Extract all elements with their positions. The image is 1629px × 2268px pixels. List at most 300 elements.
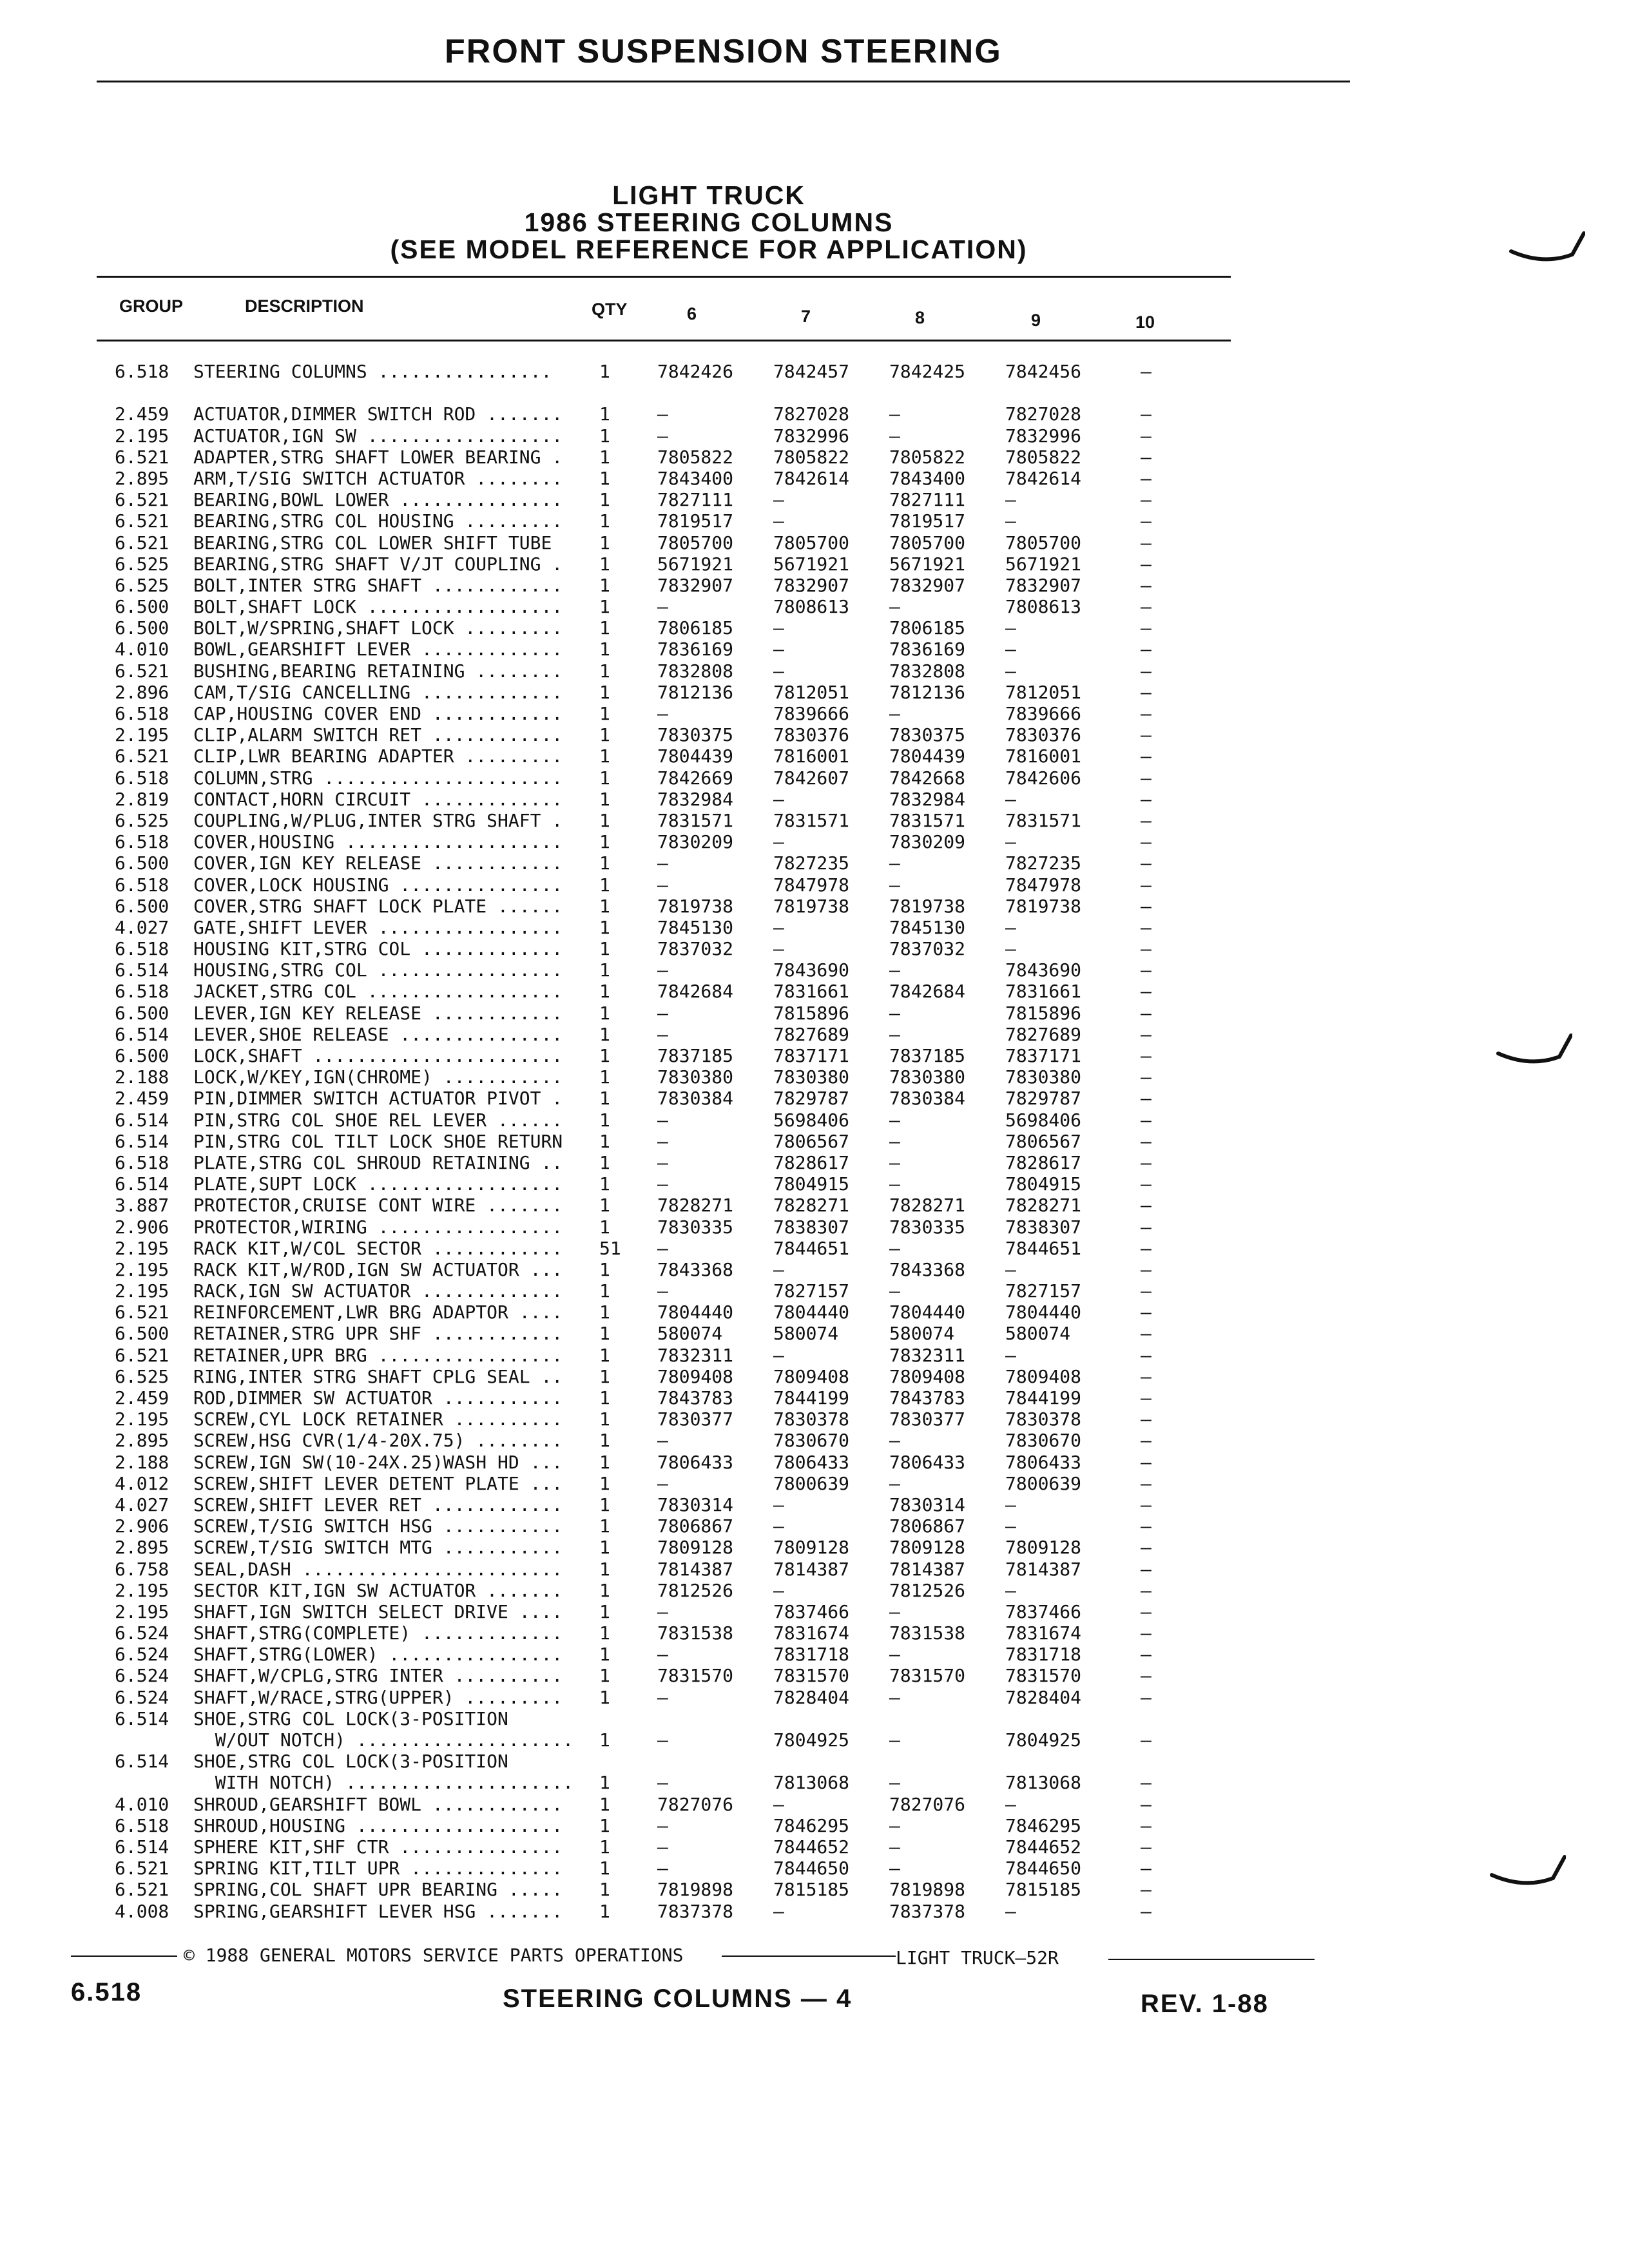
cell-group: 6.525 bbox=[115, 553, 169, 575]
cell-qty: 1 bbox=[599, 767, 610, 789]
table-row bbox=[0, 1836, 1629, 1858]
cell-qty: 1 bbox=[599, 1323, 610, 1345]
cell-model-8: 7809128 bbox=[889, 1537, 966, 1559]
cell-group: 2.195 bbox=[115, 1408, 169, 1430]
table-row bbox=[0, 1537, 1629, 1558]
cell-group: 2.895 bbox=[115, 1537, 169, 1559]
cell-model-10: — bbox=[1141, 959, 1152, 981]
cell-model-9: 7844652 bbox=[1005, 1836, 1082, 1858]
cell-description: PROTECTOR,WIRING ................. bbox=[193, 1216, 563, 1238]
cell-description: ACTUATOR,IGN SW .................. bbox=[193, 425, 563, 447]
cell-group: 6.518 bbox=[115, 1814, 169, 1836]
cell-description: COVER,HOUSING .................... bbox=[193, 831, 563, 853]
cell-model-10: — bbox=[1141, 1900, 1152, 1922]
cell-qty: 1 bbox=[599, 574, 610, 596]
cell-model-9: 7830378 bbox=[1005, 1408, 1082, 1430]
cell-group: 4.010 bbox=[115, 639, 169, 660]
cell-qty: 1 bbox=[599, 489, 610, 511]
cell-model-7: — bbox=[773, 1344, 784, 1366]
cell-qty: 1 bbox=[599, 1814, 610, 1836]
table-row bbox=[0, 660, 1629, 682]
cell-model-8: 7832984 bbox=[889, 788, 966, 810]
cell-description: SHROUD,GEARSHIFT BOWL ............ bbox=[193, 1793, 563, 1815]
cell-model-9: 7806433 bbox=[1005, 1451, 1082, 1473]
cell-model-8: 7827076 bbox=[889, 1793, 966, 1815]
cell-model-8: 7819738 bbox=[889, 895, 966, 917]
cell-description: SCREW,T/SIG SWITCH MTG ........... bbox=[193, 1537, 563, 1559]
table-row bbox=[0, 703, 1629, 724]
cell-description: BOWL,GEARSHIFT LEVER ............. bbox=[193, 639, 563, 660]
cell-model-10: — bbox=[1141, 1793, 1152, 1815]
cell-model-7: — bbox=[773, 489, 784, 511]
cell-group: 6.518 bbox=[115, 1151, 169, 1173]
cell-model-9: 7805822 bbox=[1005, 446, 1082, 468]
cell-model-7: 7832907 bbox=[773, 574, 850, 596]
cell-qty: 1 bbox=[599, 1151, 610, 1173]
cell-description: ACTUATOR,DIMMER SWITCH ROD ....... bbox=[193, 403, 563, 425]
cell-model-10: — bbox=[1141, 745, 1152, 767]
cell-model-8: — bbox=[889, 1600, 900, 1622]
cell-model-9: — bbox=[1005, 1494, 1016, 1515]
cell-qty: 1 bbox=[599, 361, 610, 382]
cell-model-9: 7800639 bbox=[1005, 1472, 1082, 1494]
cell-description: BOLT,W/SPRING,SHAFT LOCK ......... bbox=[193, 617, 563, 639]
cell-model-8: 7832808 bbox=[889, 660, 966, 682]
cell-model-10: — bbox=[1141, 1879, 1152, 1901]
cell-model-8: 7842668 bbox=[889, 767, 966, 789]
table-row bbox=[0, 745, 1629, 767]
cell-model-8: — bbox=[889, 1729, 900, 1751]
cell-model-6: 7812136 bbox=[657, 681, 734, 703]
cell-model-6: 7832984 bbox=[657, 788, 734, 810]
cell-model-8: — bbox=[889, 1858, 900, 1879]
cell-qty: 1 bbox=[599, 1216, 610, 1238]
cell-model-8: — bbox=[889, 403, 900, 425]
cell-model-8: 7830209 bbox=[889, 831, 966, 853]
table-row bbox=[0, 1173, 1629, 1195]
cell-model-8: 7830377 bbox=[889, 1408, 966, 1430]
cell-qty: 1 bbox=[599, 703, 610, 724]
table-row bbox=[0, 1559, 1629, 1580]
footer-rule-right bbox=[1108, 1959, 1315, 1960]
table-row bbox=[0, 1644, 1629, 1665]
cell-group: 2.195 bbox=[115, 724, 169, 746]
table-row bbox=[0, 1580, 1629, 1601]
cell-model-10: — bbox=[1141, 1622, 1152, 1644]
cell-model-8: 7831538 bbox=[889, 1622, 966, 1644]
cell-model-7: 7831674 bbox=[773, 1622, 850, 1644]
cell-model-10: — bbox=[1141, 1023, 1152, 1045]
cell-model-10: — bbox=[1141, 724, 1152, 746]
cell-model-9: 7831674 bbox=[1005, 1622, 1082, 1644]
table-row bbox=[0, 1131, 1629, 1152]
cell-description: SEAL,DASH ........................ bbox=[193, 1558, 563, 1580]
table-row bbox=[0, 724, 1629, 745]
cell-model-9: 7806567 bbox=[1005, 1130, 1082, 1152]
cell-description: SPHERE KIT,SHF CTR ............... bbox=[193, 1836, 563, 1858]
cell-model-8: 7814387 bbox=[889, 1558, 966, 1580]
cell-description: LOCK,W/KEY,IGN(CHROME) ........... bbox=[193, 1066, 563, 1088]
cell-model-10: — bbox=[1141, 1002, 1152, 1024]
cell-model-8: 7805700 bbox=[889, 532, 966, 553]
cell-model-7: 7815185 bbox=[773, 1879, 850, 1901]
cell-group: 2.459 bbox=[115, 1088, 169, 1110]
cell-model-7: — bbox=[773, 938, 784, 960]
cell-group: 6.518 bbox=[115, 703, 169, 724]
table-row bbox=[0, 1387, 1629, 1408]
cell-model-8: 7819898 bbox=[889, 1879, 966, 1901]
cell-model-10: — bbox=[1141, 553, 1152, 575]
cell-model-7: 7837171 bbox=[773, 1045, 850, 1066]
table-row bbox=[0, 1323, 1629, 1344]
table-row bbox=[0, 639, 1629, 660]
cell-description: SCREW,SHIFT LEVER RET ............ bbox=[193, 1494, 563, 1515]
table-row bbox=[0, 1687, 1629, 1708]
cell-model-6: 7819738 bbox=[657, 895, 734, 917]
cell-qty: 1 bbox=[599, 895, 610, 917]
cell-model-6: — bbox=[657, 403, 668, 425]
margin-check-mark-2 bbox=[1495, 1028, 1572, 1073]
cell-model-7: — bbox=[773, 1258, 784, 1280]
cell-model-7: 7830380 bbox=[773, 1066, 850, 1088]
cell-model-8: 7828271 bbox=[889, 1195, 966, 1216]
cell-qty: 1 bbox=[599, 916, 610, 938]
cell-model-10: — bbox=[1141, 660, 1152, 682]
table-row bbox=[0, 1622, 1629, 1644]
cell-model-8: — bbox=[889, 1237, 900, 1259]
cell-model-6: 7806433 bbox=[657, 1451, 734, 1473]
cell-model-9: 7830670 bbox=[1005, 1430, 1082, 1452]
cell-model-10: — bbox=[1141, 1365, 1152, 1387]
cell-model-10: — bbox=[1141, 1600, 1152, 1622]
cell-qty: 1 bbox=[599, 596, 610, 618]
cell-model-10: — bbox=[1141, 532, 1152, 553]
cell-qty: 1 bbox=[599, 1900, 610, 1922]
cell-qty: 1 bbox=[599, 1109, 610, 1131]
cell-group: 2.195 bbox=[115, 1579, 169, 1601]
cell-model-6: — bbox=[657, 1858, 668, 1879]
cell-model-9: 7831570 bbox=[1005, 1665, 1082, 1687]
cell-model-9: 7827235 bbox=[1005, 852, 1082, 874]
cell-model-7: 7844650 bbox=[773, 1858, 850, 1879]
cell-description: BEARING,STRG COL HOUSING ......... bbox=[193, 510, 563, 532]
cell-description: PIN,DIMMER SWITCH ACTUATOR PIVOT . bbox=[193, 1088, 563, 1110]
cell-group: 6.521 bbox=[115, 1879, 169, 1901]
cell-group: 2.195 bbox=[115, 425, 169, 447]
cell-qty: 1 bbox=[599, 1729, 610, 1751]
cell-model-7: 7827157 bbox=[773, 1280, 850, 1302]
cell-model-6: — bbox=[657, 1836, 668, 1858]
cell-model-6: — bbox=[657, 852, 668, 874]
cell-model-9: 7837466 bbox=[1005, 1600, 1082, 1622]
cell-model-10: — bbox=[1141, 703, 1152, 724]
cell-description: PIN,STRG COL SHOE REL LEVER ...... bbox=[193, 1109, 563, 1131]
cell-model-6: 7831570 bbox=[657, 1665, 734, 1687]
cell-model-7: 7828617 bbox=[773, 1151, 850, 1173]
cell-model-6: 7830380 bbox=[657, 1066, 734, 1088]
table-row bbox=[0, 1088, 1629, 1109]
cell-qty: 1 bbox=[599, 874, 610, 896]
cell-description: SHAFT,STRG(LOWER) ................ bbox=[193, 1644, 563, 1666]
cell-description: CAM,T/SIG CANCELLING ............. bbox=[193, 681, 563, 703]
cell-model-10: — bbox=[1141, 788, 1152, 810]
header-rule bbox=[97, 81, 1350, 82]
cell-description: BEARING,STRG SHAFT V/JT COUPLING . bbox=[193, 553, 563, 575]
cell-model-9: 7827157 bbox=[1005, 1280, 1082, 1302]
cell-description: SHAFT,W/RACE,STRG(UPPER) ......... bbox=[193, 1686, 563, 1708]
cell-model-9: 7805700 bbox=[1005, 532, 1082, 553]
cell-group: 6.524 bbox=[115, 1622, 169, 1644]
cell-model-9: 7846295 bbox=[1005, 1814, 1082, 1836]
cell-group: 4.027 bbox=[115, 1494, 169, 1515]
table-row bbox=[0, 596, 1629, 617]
cell-model-10: — bbox=[1141, 1558, 1152, 1580]
cell-model-9: 5671921 bbox=[1005, 553, 1082, 575]
cell-model-6: 7842669 bbox=[657, 767, 734, 789]
title-line-2: 1986 STEERING COLUMNS bbox=[524, 207, 894, 237]
cell-model-6: — bbox=[657, 1130, 668, 1152]
cell-qty: 1 bbox=[599, 1130, 610, 1152]
cell-model-7: — bbox=[773, 1515, 784, 1537]
cell-model-9: — bbox=[1005, 1258, 1016, 1280]
cell-model-6: 7805700 bbox=[657, 532, 734, 553]
cell-model-6: — bbox=[657, 1151, 668, 1173]
cell-group: 2.195 bbox=[115, 1258, 169, 1280]
cell-qty: 1 bbox=[599, 1195, 610, 1216]
cell-description: SCREW,CYL LOCK RETAINER .......... bbox=[193, 1408, 563, 1430]
cell-model-8: — bbox=[889, 1644, 900, 1666]
cell-description: SCREW,SHIFT LEVER DETENT PLATE ... bbox=[193, 1472, 563, 1494]
cell-qty: 1 bbox=[599, 1344, 610, 1366]
cell-qty: 1 bbox=[599, 617, 610, 639]
table-row bbox=[0, 447, 1629, 468]
cell-model-7: — bbox=[773, 788, 784, 810]
cell-model-10: — bbox=[1141, 617, 1152, 639]
cell-model-8: — bbox=[889, 1023, 900, 1045]
cell-model-10: — bbox=[1141, 1130, 1152, 1152]
cell-model-7: 7831718 bbox=[773, 1644, 850, 1666]
table-row bbox=[0, 575, 1629, 596]
cell-group: 6.524 bbox=[115, 1665, 169, 1687]
cell-model-7: — bbox=[773, 1579, 784, 1601]
cell-group: 6.514 bbox=[115, 1707, 169, 1729]
cell-qty: 1 bbox=[599, 467, 610, 489]
col-header-7: 7 bbox=[801, 307, 811, 326]
cell-model-10: — bbox=[1141, 403, 1152, 425]
cell-model-9: — bbox=[1005, 1515, 1016, 1537]
page-header: FRONT SUSPENSION STEERING bbox=[445, 33, 1002, 70]
cell-model-7: 7837466 bbox=[773, 1600, 850, 1622]
cell-model-8: 7843368 bbox=[889, 1258, 966, 1280]
cell-qty: 1 bbox=[599, 788, 610, 810]
cell-group: 6.518 bbox=[115, 831, 169, 853]
cell-model-9: — bbox=[1005, 1344, 1016, 1366]
cell-model-8: — bbox=[889, 959, 900, 981]
cell-model-6: 7843783 bbox=[657, 1387, 734, 1408]
cell-group: 6.758 bbox=[115, 1558, 169, 1580]
cell-model-6: — bbox=[657, 1644, 668, 1666]
cell-model-8: 7837378 bbox=[889, 1900, 966, 1922]
cell-group: 2.895 bbox=[115, 1430, 169, 1452]
cell-model-7: — bbox=[773, 510, 784, 532]
cell-model-10: — bbox=[1141, 1836, 1152, 1858]
cell-model-9: 7830376 bbox=[1005, 724, 1082, 746]
cell-group: 6.518 bbox=[115, 938, 169, 960]
cell-description: BEARING,STRG COL LOWER SHIFT TUBE bbox=[193, 532, 552, 553]
cell-model-6: 580074 bbox=[657, 1323, 723, 1345]
cell-model-9: — bbox=[1005, 1579, 1016, 1601]
cell-model-8: 5671921 bbox=[889, 553, 966, 575]
cell-description: LEVER,SHOE RELEASE ............... bbox=[193, 1023, 563, 1045]
cell-model-6: 7806185 bbox=[657, 617, 734, 639]
table-row bbox=[0, 1772, 1629, 1793]
cell-description: SHAFT,IGN SWITCH SELECT DRIVE .... bbox=[193, 1600, 563, 1622]
cell-model-6: — bbox=[657, 1002, 668, 1024]
cell-model-8: 7830380 bbox=[889, 1066, 966, 1088]
cell-model-6: — bbox=[657, 1729, 668, 1751]
cell-model-8: — bbox=[889, 1686, 900, 1708]
cell-model-7: 7842607 bbox=[773, 767, 850, 789]
cell-model-9: — bbox=[1005, 938, 1016, 960]
cell-model-7: 7838307 bbox=[773, 1216, 850, 1238]
cell-model-10: — bbox=[1141, 1323, 1152, 1345]
cell-model-7: 7806433 bbox=[773, 1451, 850, 1473]
cell-description: SCREW,HSG CVR(1/4-20X.75) ........ bbox=[193, 1430, 563, 1452]
cell-model-10: — bbox=[1141, 938, 1152, 960]
cell-model-7: 7831571 bbox=[773, 809, 850, 831]
cell-model-10: — bbox=[1141, 1858, 1152, 1879]
cell-qty: 1 bbox=[599, 1430, 610, 1452]
cell-description: BOLT,INTER STRG SHAFT ............ bbox=[193, 574, 563, 596]
cell-model-9: 7831571 bbox=[1005, 809, 1082, 831]
footer-section: STEERING COLUMNS — 4 bbox=[503, 1984, 853, 2013]
cell-model-7: 7827028 bbox=[773, 403, 850, 425]
cell-model-6: 7805822 bbox=[657, 446, 734, 468]
cell-model-10: — bbox=[1141, 1237, 1152, 1259]
cell-model-9: — bbox=[1005, 916, 1016, 938]
cell-model-10: — bbox=[1141, 1088, 1152, 1110]
cell-model-8: 7804439 bbox=[889, 745, 966, 767]
cell-qty: 1 bbox=[599, 1088, 610, 1110]
cell-model-9: 7828617 bbox=[1005, 1151, 1082, 1173]
cell-model-6: 7843368 bbox=[657, 1258, 734, 1280]
cell-model-6: 7837378 bbox=[657, 1900, 734, 1922]
cell-model-6: 7809128 bbox=[657, 1537, 734, 1559]
cell-group: 4.008 bbox=[115, 1900, 169, 1922]
cell-group: 2.195 bbox=[115, 1280, 169, 1302]
cell-model-9: 7809408 bbox=[1005, 1365, 1082, 1387]
cell-group: 6.500 bbox=[115, 852, 169, 874]
table-row bbox=[0, 489, 1629, 510]
col-header-group: GROUP bbox=[119, 296, 184, 316]
cell-model-9: — bbox=[1005, 788, 1016, 810]
cell-model-7: 7842614 bbox=[773, 467, 850, 489]
cell-model-10: — bbox=[1141, 639, 1152, 660]
cell-model-8: — bbox=[889, 1472, 900, 1494]
table-row bbox=[0, 1708, 1629, 1729]
cell-qty: 1 bbox=[599, 1494, 610, 1515]
cell-model-8: 7804440 bbox=[889, 1302, 966, 1323]
cell-model-10: — bbox=[1141, 1686, 1152, 1708]
cell-model-9: 7832907 bbox=[1005, 574, 1082, 596]
table-row bbox=[0, 1729, 1629, 1751]
cell-description: STEERING COLUMNS ................ bbox=[193, 361, 552, 382]
cell-qty: 1 bbox=[599, 1387, 610, 1408]
margin-check-mark-1 bbox=[1508, 226, 1585, 271]
cell-description: RACK KIT,W/COL SECTOR ............ bbox=[193, 1237, 563, 1259]
cell-model-8: 7830335 bbox=[889, 1216, 966, 1238]
cell-model-10: — bbox=[1141, 809, 1152, 831]
table-row bbox=[0, 831, 1629, 852]
cell-group: 2.895 bbox=[115, 467, 169, 489]
cell-model-8: 7842684 bbox=[889, 981, 966, 1003]
cell-qty: 1 bbox=[599, 1858, 610, 1879]
cell-model-6: — bbox=[657, 596, 668, 618]
cell-qty: 1 bbox=[599, 639, 610, 660]
cell-model-7: 7846295 bbox=[773, 1814, 850, 1836]
table-row bbox=[0, 1879, 1629, 1900]
cell-model-6: — bbox=[657, 703, 668, 724]
cell-model-8: 7837185 bbox=[889, 1045, 966, 1066]
cell-description: CLIP,ALARM SWITCH RET ............ bbox=[193, 724, 563, 746]
cell-qty: 1 bbox=[599, 1772, 610, 1794]
cell-qty: 1 bbox=[599, 1836, 610, 1858]
cell-model-7: 7831570 bbox=[773, 1665, 850, 1687]
cell-model-9: — bbox=[1005, 1793, 1016, 1815]
cell-qty: 1 bbox=[599, 1365, 610, 1387]
cell-model-9: 7815896 bbox=[1005, 1002, 1082, 1024]
cell-model-10: — bbox=[1141, 981, 1152, 1003]
cell-model-7: 7847978 bbox=[773, 874, 850, 896]
cell-model-8: 7843783 bbox=[889, 1387, 966, 1408]
cell-qty: 1 bbox=[599, 1793, 610, 1815]
cell-group: 6.514 bbox=[115, 959, 169, 981]
cell-group: 6.514 bbox=[115, 1023, 169, 1045]
cell-model-8: — bbox=[889, 1280, 900, 1302]
cell-description: SHAFT,STRG(COMPLETE) ............. bbox=[193, 1622, 563, 1644]
cell-model-7: 7844199 bbox=[773, 1387, 850, 1408]
cell-qty: 1 bbox=[599, 938, 610, 960]
cell-model-10: — bbox=[1141, 1644, 1152, 1666]
cell-model-7: 7809408 bbox=[773, 1365, 850, 1387]
cell-model-7: 7830376 bbox=[773, 724, 850, 746]
table-header-rule bbox=[97, 340, 1231, 341]
cell-model-9: 7842456 bbox=[1005, 361, 1082, 382]
cell-qty: 1 bbox=[599, 510, 610, 532]
cell-model-7: 5698406 bbox=[773, 1109, 850, 1131]
cell-group: 2.906 bbox=[115, 1515, 169, 1537]
table-row bbox=[0, 1238, 1629, 1259]
cell-qty: 1 bbox=[599, 1045, 610, 1066]
table-row bbox=[0, 1815, 1629, 1836]
table-row bbox=[0, 767, 1629, 789]
cell-model-9: 7844650 bbox=[1005, 1858, 1082, 1879]
cell-qty: 1 bbox=[599, 724, 610, 746]
cell-model-6: — bbox=[657, 1430, 668, 1452]
cell-description: RETAINER,UPR BRG ................. bbox=[193, 1344, 563, 1366]
cell-model-10: — bbox=[1141, 767, 1152, 789]
cell-model-10: — bbox=[1141, 1195, 1152, 1216]
cell-model-7: 7830670 bbox=[773, 1430, 850, 1452]
cell-model-6: 7830335 bbox=[657, 1216, 734, 1238]
cell-qty: 1 bbox=[599, 681, 610, 703]
cell-model-7: 7805822 bbox=[773, 446, 850, 468]
cell-model-9: 580074 bbox=[1005, 1323, 1071, 1345]
table-row bbox=[0, 553, 1629, 575]
cell-model-6: — bbox=[657, 1600, 668, 1622]
cell-model-10: — bbox=[1141, 1408, 1152, 1430]
cell-qty: 1 bbox=[599, 1644, 610, 1666]
